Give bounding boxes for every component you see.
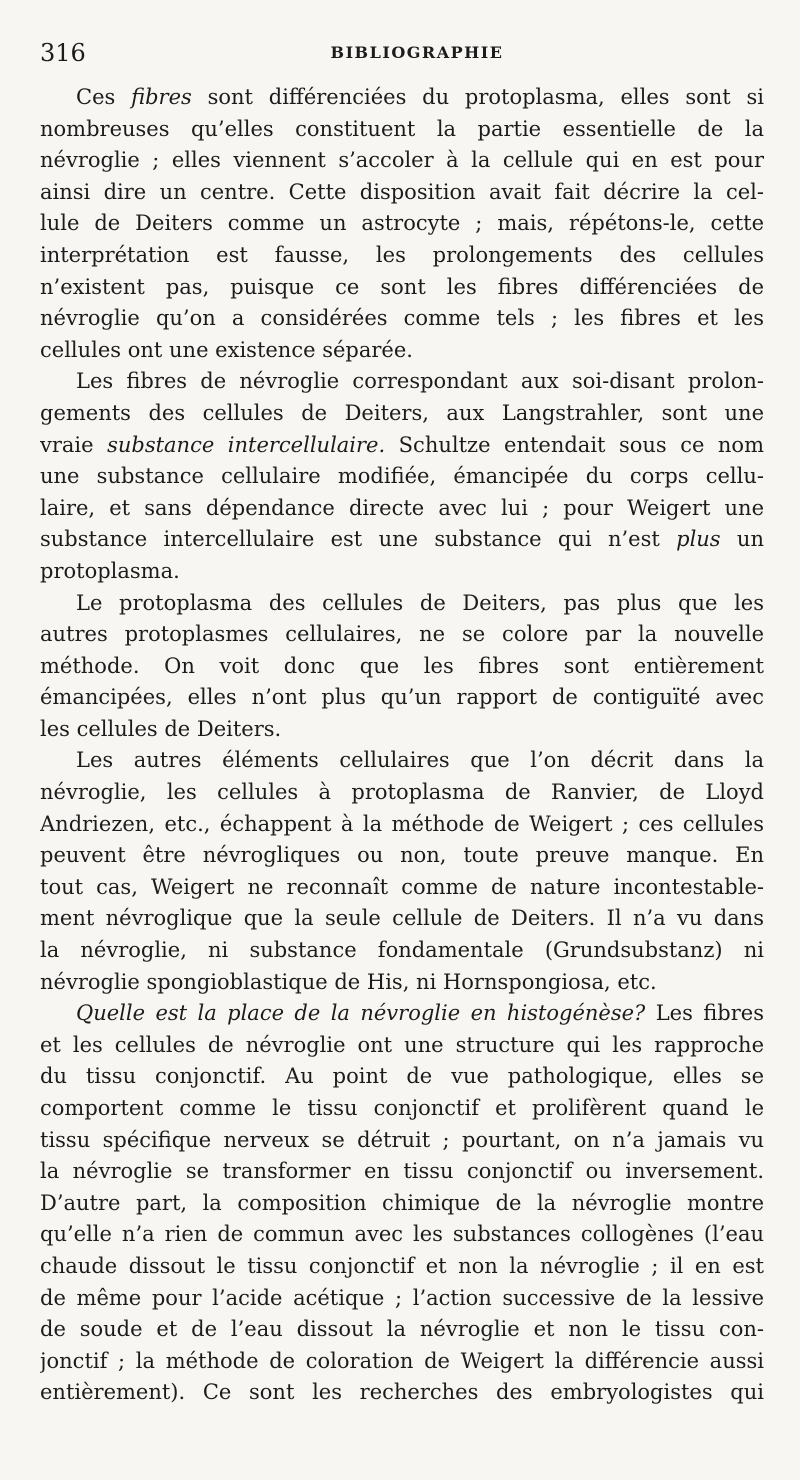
text-segment: vraie xyxy=(40,432,108,457)
text-segment: de même pour l’acide acétique ; l’action successive de la lessive xyxy=(40,1285,764,1310)
text-segment: substance intercellulaire est une substance qui n’est xyxy=(40,527,677,552)
italic-text: fibres xyxy=(131,85,192,109)
text-line xyxy=(40,430,764,462)
text-segment: Ces xyxy=(76,85,132,109)
text-line xyxy=(40,682,764,714)
text-segment: interprétation est fausse, les prolongements des cellules xyxy=(40,242,764,267)
text-segment: ment névroglique que la seule cellule de Deiters. Il n’a vu dans xyxy=(40,906,764,931)
text-line xyxy=(40,398,764,430)
text-line xyxy=(40,524,764,556)
text-segment: nombreuses qu’elles constituent la partie essentielle de la xyxy=(40,116,764,141)
text-line xyxy=(40,145,764,177)
text-segment: Les fibres de névroglie correspondant aux soi-disant prolon- xyxy=(76,369,764,394)
text-line xyxy=(40,619,764,651)
text-segment: névroglie spongioblastique de His, ni Hornspongiosa, etc. xyxy=(40,969,657,994)
text-segment: du tissu conjonctif. Au point de vue pathologique, elles se xyxy=(40,1064,764,1089)
text-segment: la névroglie se transformer en tissu conjonctif ou inversement. xyxy=(40,1159,764,1184)
italic-text: substance intercellulaire. xyxy=(107,432,386,457)
running-head xyxy=(40,38,770,68)
text-line xyxy=(40,366,764,398)
text-line xyxy=(40,651,764,683)
text-segment: peuvent être névrogliques ou non, toute preuve manque. En xyxy=(40,843,764,868)
italic-text: plus xyxy=(676,527,721,552)
text-segment: Les autres éléments cellulaires que l’on décrit dans la xyxy=(76,748,764,773)
running-title: BIBLIOGRAPHIE xyxy=(330,43,504,62)
text-segment: sont différenciées du protoplasma, elles sont si xyxy=(191,85,764,109)
body-text xyxy=(40,82,764,1409)
text-segment: de soude et de l’eau dissout la névroglie et non le tissu con- xyxy=(40,1317,764,1342)
text-segment: gements des cellules de Deiters, aux Langstrahler, sont une xyxy=(40,400,764,425)
text-segment: Les fibres xyxy=(645,1001,764,1026)
text-segment: chaude dissout le tissu conjonctif et non la névroglie ; il en est xyxy=(40,1253,764,1278)
text-segment: autres protoplasmes cellulaires, ne se colore par la nouvelle xyxy=(40,622,764,647)
text-segment: qu’elle n’a rien de commun avec les substances collogènes (l’eau xyxy=(40,1222,764,1247)
text-segment: cellules ont une existence séparée. xyxy=(40,337,413,362)
text-segment: un xyxy=(720,527,764,552)
text-line xyxy=(40,303,764,335)
text-segment: la névroglie, ni substance fondamentale (Grundsubstanz) ni xyxy=(40,938,764,963)
text-line xyxy=(40,872,764,904)
text-line xyxy=(40,1314,764,1346)
text-line xyxy=(40,461,764,493)
text-line xyxy=(40,998,764,1030)
text-line xyxy=(40,1061,764,1093)
text-line xyxy=(40,777,764,809)
text-segment: tissu spécifique nerveux se détruit ; pourtant, on n’a jamais vu xyxy=(40,1127,764,1152)
text-line xyxy=(40,1125,764,1157)
text-segment: névroglie qu’on a considérées comme tels ; les fibres et les xyxy=(40,306,764,331)
text-segment: entièrement). Ce sont les recherches des embryologistes qui xyxy=(40,1380,764,1405)
text-line xyxy=(40,588,764,620)
text-segment: et les cellules de névroglie ont une structure qui les rapproche xyxy=(40,1032,764,1057)
text-line xyxy=(40,114,764,146)
text-segment: lule de Deiters comme un astrocyte ; mais, répétons-le, cette xyxy=(40,211,764,236)
text-segment: tout cas, Weigert ne reconnaît comme de nature incontestable- xyxy=(40,874,764,899)
text-segment: comportent comme le tissu conjonctif et prolifèrent quand le xyxy=(40,1096,764,1120)
text-segment: n’existent pas, puisque ce sont les fibres différenciées de xyxy=(40,274,764,299)
text-segment: Le protoplasma des cellules de Deiters, pas plus que les xyxy=(76,590,764,615)
text-line xyxy=(40,903,764,935)
text-line xyxy=(40,493,764,525)
text-segment: jonctif ; la méthode de coloration de Weigert la différencie aussi xyxy=(40,1348,764,1373)
text-line xyxy=(40,809,764,841)
text-segment: méthode. On voit donc que les fibres sont entièrement xyxy=(40,653,764,678)
text-line xyxy=(40,240,764,272)
text-segment: protoplasma. xyxy=(40,558,180,583)
italic-text: Quelle est la place de la névroglie en histogénèse? xyxy=(76,1001,646,1026)
text-segment: ainsi dire un centre. Cette disposition avait fait décrire la cel- xyxy=(40,179,764,204)
text-segment: une substance cellulaire modifiée, émancipée du corps cellu- xyxy=(40,464,764,489)
page-number: 316 xyxy=(40,39,86,67)
text-segment: névroglie, les cellules à protoplasma de Ranvier, de Lloyd xyxy=(40,780,764,805)
text-line xyxy=(40,556,764,588)
text-line xyxy=(40,1251,764,1283)
text-segment: Schultze entendait sous ce nom xyxy=(385,432,764,457)
text-line xyxy=(40,335,764,367)
text-line xyxy=(40,1283,764,1315)
text-line xyxy=(40,714,764,746)
text-line xyxy=(40,272,764,304)
text-segment: les cellules de Deiters. xyxy=(40,716,282,741)
text-line xyxy=(40,1219,764,1251)
text-line xyxy=(40,177,764,209)
text-segment: laire, et sans dépendance directe avec lui ; pour Weigert une xyxy=(40,495,764,520)
text-line xyxy=(40,208,764,240)
text-line xyxy=(40,967,764,999)
text-line xyxy=(40,1093,764,1125)
text-line xyxy=(40,1346,764,1378)
text-line xyxy=(40,1188,764,1220)
text-line xyxy=(40,840,764,872)
text-segment: émancipées, elles n’ont plus qu’un rapport de contiguïté avec xyxy=(40,685,764,710)
text-line xyxy=(40,82,764,114)
text-line xyxy=(40,1030,764,1062)
text-segment: Andriezen, etc., échappent à la méthode de Weigert ; ces cellules xyxy=(40,811,764,836)
text-line xyxy=(40,1156,764,1188)
text-line xyxy=(40,935,764,967)
text-line xyxy=(40,745,764,777)
text-segment: D’autre part, la composition chimique de la névroglie montre xyxy=(40,1190,764,1215)
text-line xyxy=(40,1377,764,1409)
text-segment: névroglie ; elles viennent s’accoler à la cellule qui en est pour xyxy=(40,148,764,173)
